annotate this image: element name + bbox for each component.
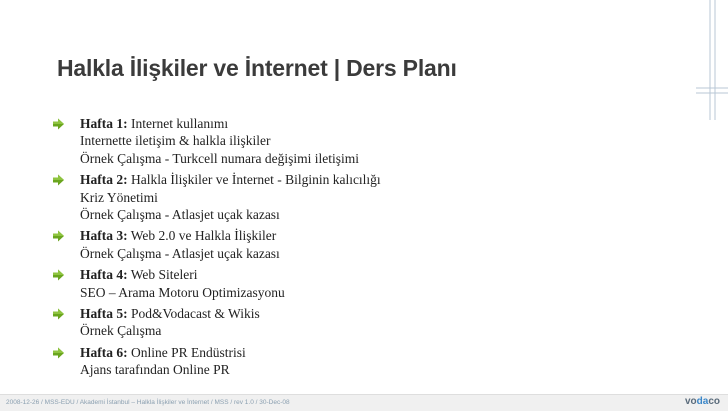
week-heading-line	[80, 305, 612, 322]
week-item	[52, 266, 612, 301]
week-line-text: Internet kullanımı	[131, 116, 229, 131]
week-heading-line	[80, 171, 612, 188]
week-detail-line	[80, 322, 612, 339]
week-heading-line	[80, 344, 612, 361]
week-line-text: Örnek Çalışma	[80, 323, 162, 339]
week-item	[52, 171, 612, 223]
week-detail-line	[80, 132, 612, 149]
footer-text: 2008-12-26 / MSS-EDU / Akademi İstanbul – Halkla İlişkiler ve İnternet / MSS / rev 1.0 / 30-Dec-08	[6, 399, 290, 406]
week-line-text: Online PR Endüstrisi	[131, 344, 246, 360]
week-detail-line	[80, 189, 612, 206]
week-line-text: Örnek Çalışma - Atlasjet uçak kazası	[80, 245, 280, 261]
week-detail-line	[80, 245, 612, 262]
week-label: Hafta 5:	[80, 306, 128, 322]
week-label: Hafta 6:	[80, 344, 128, 360]
week-detail-line	[80, 361, 612, 378]
week-line-text: Örnek Çalışma - Turkcell numara değişimi iletişimi	[80, 150, 359, 166]
corner-lines-decoration	[696, 0, 728, 120]
week-line-text: Halkla İlişkiler ve İnternet - Bilginin kalıcılığı	[131, 172, 381, 188]
week-item	[52, 115, 612, 167]
week-item	[52, 305, 612, 340]
week-line-text: Web Siteleri	[130, 267, 198, 283]
week-heading-line	[80, 266, 612, 283]
week-line-text: Ajans tarafından Online PR	[80, 362, 230, 378]
week-heading-line	[80, 227, 612, 244]
week-line-text: Internette iletişim & halkla ilişkiler	[80, 133, 271, 149]
week-detail-line	[80, 150, 612, 167]
week-detail-line	[80, 206, 612, 223]
week-label: Hafta 1:	[80, 116, 128, 131]
week-line-text: Kriz Yönetimi	[80, 189, 158, 205]
vodaco-logo: vodaco	[684, 396, 720, 407]
slide-title: Halkla İlişkiler ve İnternet | Ders Planı	[57, 55, 457, 81]
week-line-text: SEO – Arama Motoru Optimizasyonu	[80, 284, 285, 300]
week-label: Hafta 4:	[80, 267, 128, 283]
week-heading-line	[80, 115, 612, 132]
week-item	[52, 344, 612, 379]
lesson-plan-list	[52, 115, 612, 383]
week-line-text: Pod&Vodacast & Wikis	[131, 306, 260, 322]
week-label: Hafta 2:	[80, 172, 128, 188]
week-item	[52, 227, 612, 262]
week-line-text: Örnek Çalışma - Atlasjet uçak kazası	[80, 207, 280, 223]
week-label: Hafta 3:	[80, 228, 128, 244]
week-line-text: Web 2.0 ve Halkla İlişkiler	[130, 228, 277, 244]
week-detail-line	[80, 284, 612, 301]
